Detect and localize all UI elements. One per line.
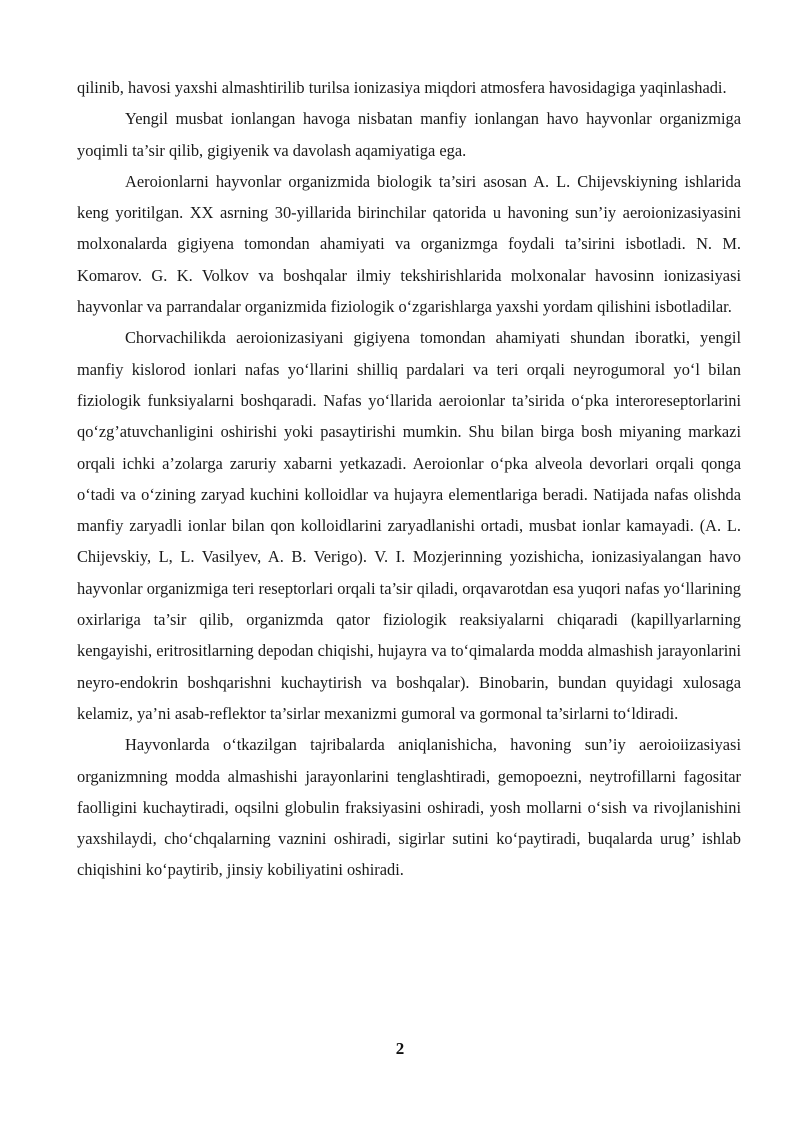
page-number: 2 [395,1039,405,1058]
paragraph-livestock-hygiene: Chorvachilikda aeroionizasiyani gigiyena tomondan ahamiyati shundan iboratki, yengil manfiy kislorod ionlari nafas yo‘llarini shilliq pardalari va teri orqali neyrogumoral yo‘l bilan fiziologik funksiyalarni boshqaradi. Nafas yo‘llarida aeroionlar ta’sirida o‘pka interoreseptorlarini qo‘zg’atuvchanligini oshirishi yoki pasaytirishi mumkin. Shu bilan birga bosh miyaning markazi orqali ichki a’zolarga zaruriy xabarni yetkazadi. Aeroionlar o‘pka alveola devorlari orqali qonga o‘tadi va o‘zining zaryad kuchini kolloidlar va hujayra elementlariga beradi. Natijada nafas olishda manfiy zaryadli ionlar bilan qon kolloidlarini zaryadlanishi ortadi, musbat ionlar kamayadi. (A. L. Chijevskiy, L, L. Vasilyev, A. B. Verigo). V. I. Mozjerinning yozishicha, ionizasiyalangan havo hayvonlar organizmiga teri reseptorlari orqali ta’sir qiladi, orqavarotdan esa yuqori nafas yo‘llarining oxirlariga ta’sir qilib, organizmda qator fiziologik reaksiyalarni chiqaradi (kapillyarlarning kengayishi, eritrositlarning depodan chiqishi, hujayra va to‘qimalarda modda almashish jarayonlarini neyro-endokrin boshqarishni kuchaytirish va boshqalar). Binobarin, bundan quyidagi xulosaga kelamiz, ya’ni asab-reflektor ta’sirlar mexanizmi gumoral va gormonal ta’sirlarni to‘ldiradi. [77,328,741,723]
paragraph-experiment-results: Hayvonlarda o‘tkazilgan tajribalarda aniqlanishicha, havoning sun’iy aeroioiizasiyasi organizmning modda almashishi jarayonlarini tenglashtiradi, gemopoezni, neytrofillarni fagositar faolligini kuchaytiradi, oqsilni globulin fraksiyasini oshiradi, yosh mollarni o‘sish va rivojlanishini yaxshilaydi, cho‘chqalarning vaznini oshiradi, sigirlar sutini ko‘paytiradi, buqalarda urug’ ishlab chiqishini ko‘paytirib, jinsiy kobiliyatini oshiradi. [77,735,741,880]
paragraph-continuation: qilinib, havosi yaxshi almashtirilib turilsa ionizasiya miqdori atmosfera havosidagiga yaqinlashadi. [77,78,727,97]
paragraph-chijevskiy-research: Aeroionlarni hayvonlar organizmida biologik ta’siri asosan A. L. Chijevskiyning ishlarida keng yoritilgan. XX asrning 30-yillarida birinchilar qatorida u havoning sun’iy aeroionizasiyasini molxonalarda gigiyena tomondan ahamiyati va organizmga foydali ta’sirini isbotladi. N. M. Komarov. G. K. Volkov va boshqalar ilmiy tekshirishlarida molxonalar havosinn ionizasiyasi hayvonlar va parrandalar organizmida fiziologik o‘zgarishlarga yaxshi yordam qilishini isbotladilar. [77,171,741,317]
paragraph-negative-ions: Yengil musbat ionlangan havoga nisbatan manfiy ionlangan havo hayvonlar organizmiga yoqimli ta’sir qilib, gigiyenik va davolash aqamiyatiga ega. [77,109,741,160]
body-text [77,72,741,886]
